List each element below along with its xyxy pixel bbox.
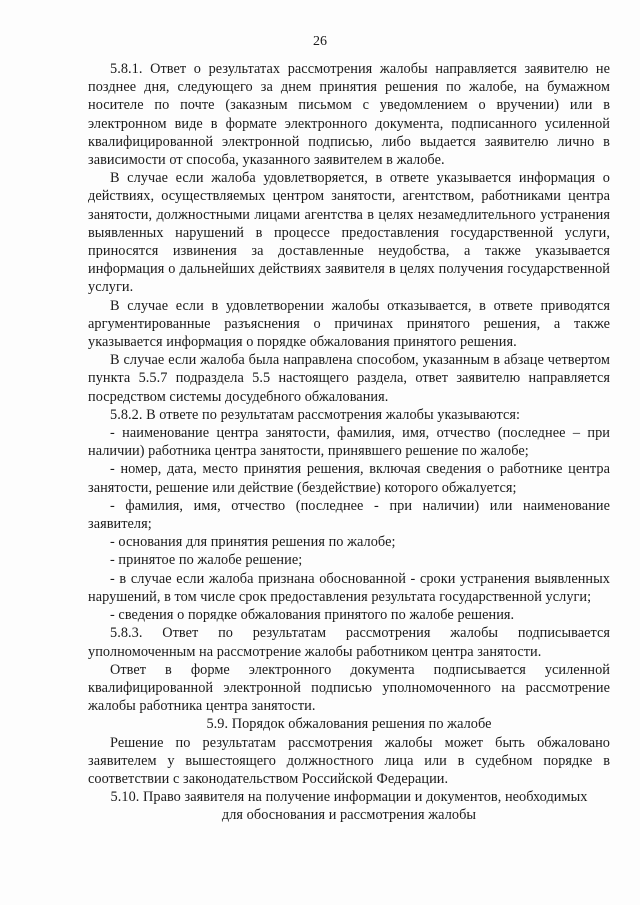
paragraph-pretrial-system: В случае если жалоба была направлена способом, указанным в абзаце четвертом пункта 5.5.7 подраздела 5.5 настоящего раздела, ответ заявителю направляется посредством системы досудебного обжалования. (88, 352, 610, 405)
list-item-appeal-procedure: - сведения о порядке обжалования принятого по жалобе решения. (110, 607, 515, 624)
section-heading-5-10: 5.10. Право заявителя на получение информации и документов, необходимых для обоснования и рассмотрения жалобы (110, 789, 588, 824)
list-item-decision: - принятое по жалобе решение; (110, 552, 303, 569)
list-item-deadlines: - в случае если жалоба признана обоснованной - сроки устранения выявленных нарушений, в том числе срок предоставления результата государственной услуги; (88, 570, 610, 605)
paragraph-complaint-satisfied: В случае если жалоба удовлетворяется, в ответе указывается информация о действиях, осуществляемых центром занятости, агентством, работниками центра занятости, должностными лицами агентства в целях незамедлительного устранения выявленных нарушений в процессе предоставления государственной услуги, приносятся извинения за доставленные неудобства, а также указывается информация о дальнейших действиях заявителя в целях получения государственной услуги. (88, 170, 610, 296)
list-item-applicant-name: - фамилия, имя, отчество (последнее - при наличии) или наименование заявителя; (88, 497, 610, 533)
section-heading-5-9: 5.9. Порядок обжалования решения по жалобе (206, 716, 492, 733)
list-item-employment-center: - наименование центра занятости, фамилия, имя, отчество (последнее – при наличии) работника центра занятости, принявшего решение по жалобе; (88, 425, 610, 460)
list-item-decision-number: - номер, дата, место принятия решения, включая сведения о работнике центра занятости, решение или действие (бездействие) которого обжалуется; (88, 461, 610, 496)
paragraph-5-8-2: 5.8.2. В ответе по результатам рассмотрения жалобы указываются: (110, 406, 521, 423)
document-body (88, 60, 610, 825)
page-number: 26 (313, 34, 327, 49)
paragraph-complaint-rejected: В случае если в удовлетворении жалобы отказывается, в ответе приводятся аргументированные разъяснения о причинах принятого решения, а также указывается информация о порядке обжалования принятого решения. (88, 297, 610, 351)
paragraph-5-8-1: 5.8.1. Ответ о результатах рассмотрения жалобы направляется заявителю не позднее дня, следующего за днем принятия решения по жалобе, на бумажном носителе по почте (заказным письмом с уведомлением о вручении) или в электронном виде в формате электронного документа, подписанного усиленной квалифицированной электронной подписью, либо выдается заявителю лично в зависимости от способа, указанного заявителем в жалобе. (88, 61, 610, 169)
paragraph-5-9: Решение по результатам рассмотрения жалобы может быть обжаловано заявителем у вышестоящего должностного лица или в судебном порядке в соответствии с законодательством Российской Федерации. (88, 734, 610, 787)
paragraph-electronic-answer: Ответ в форме электронного документа подписывается усиленной квалифицированной электронной подписью уполномоченного на рассмотрение жалобы работника центра занятости. (88, 661, 610, 715)
list-item-grounds: - основания для принятия решения по жалобе; (110, 534, 396, 551)
paragraph-5-8-3: 5.8.3. Ответ по результатам рассмотрения жалобы подписывается уполномоченным на рассмотрение жалобы работником центра занятости. (88, 625, 610, 660)
